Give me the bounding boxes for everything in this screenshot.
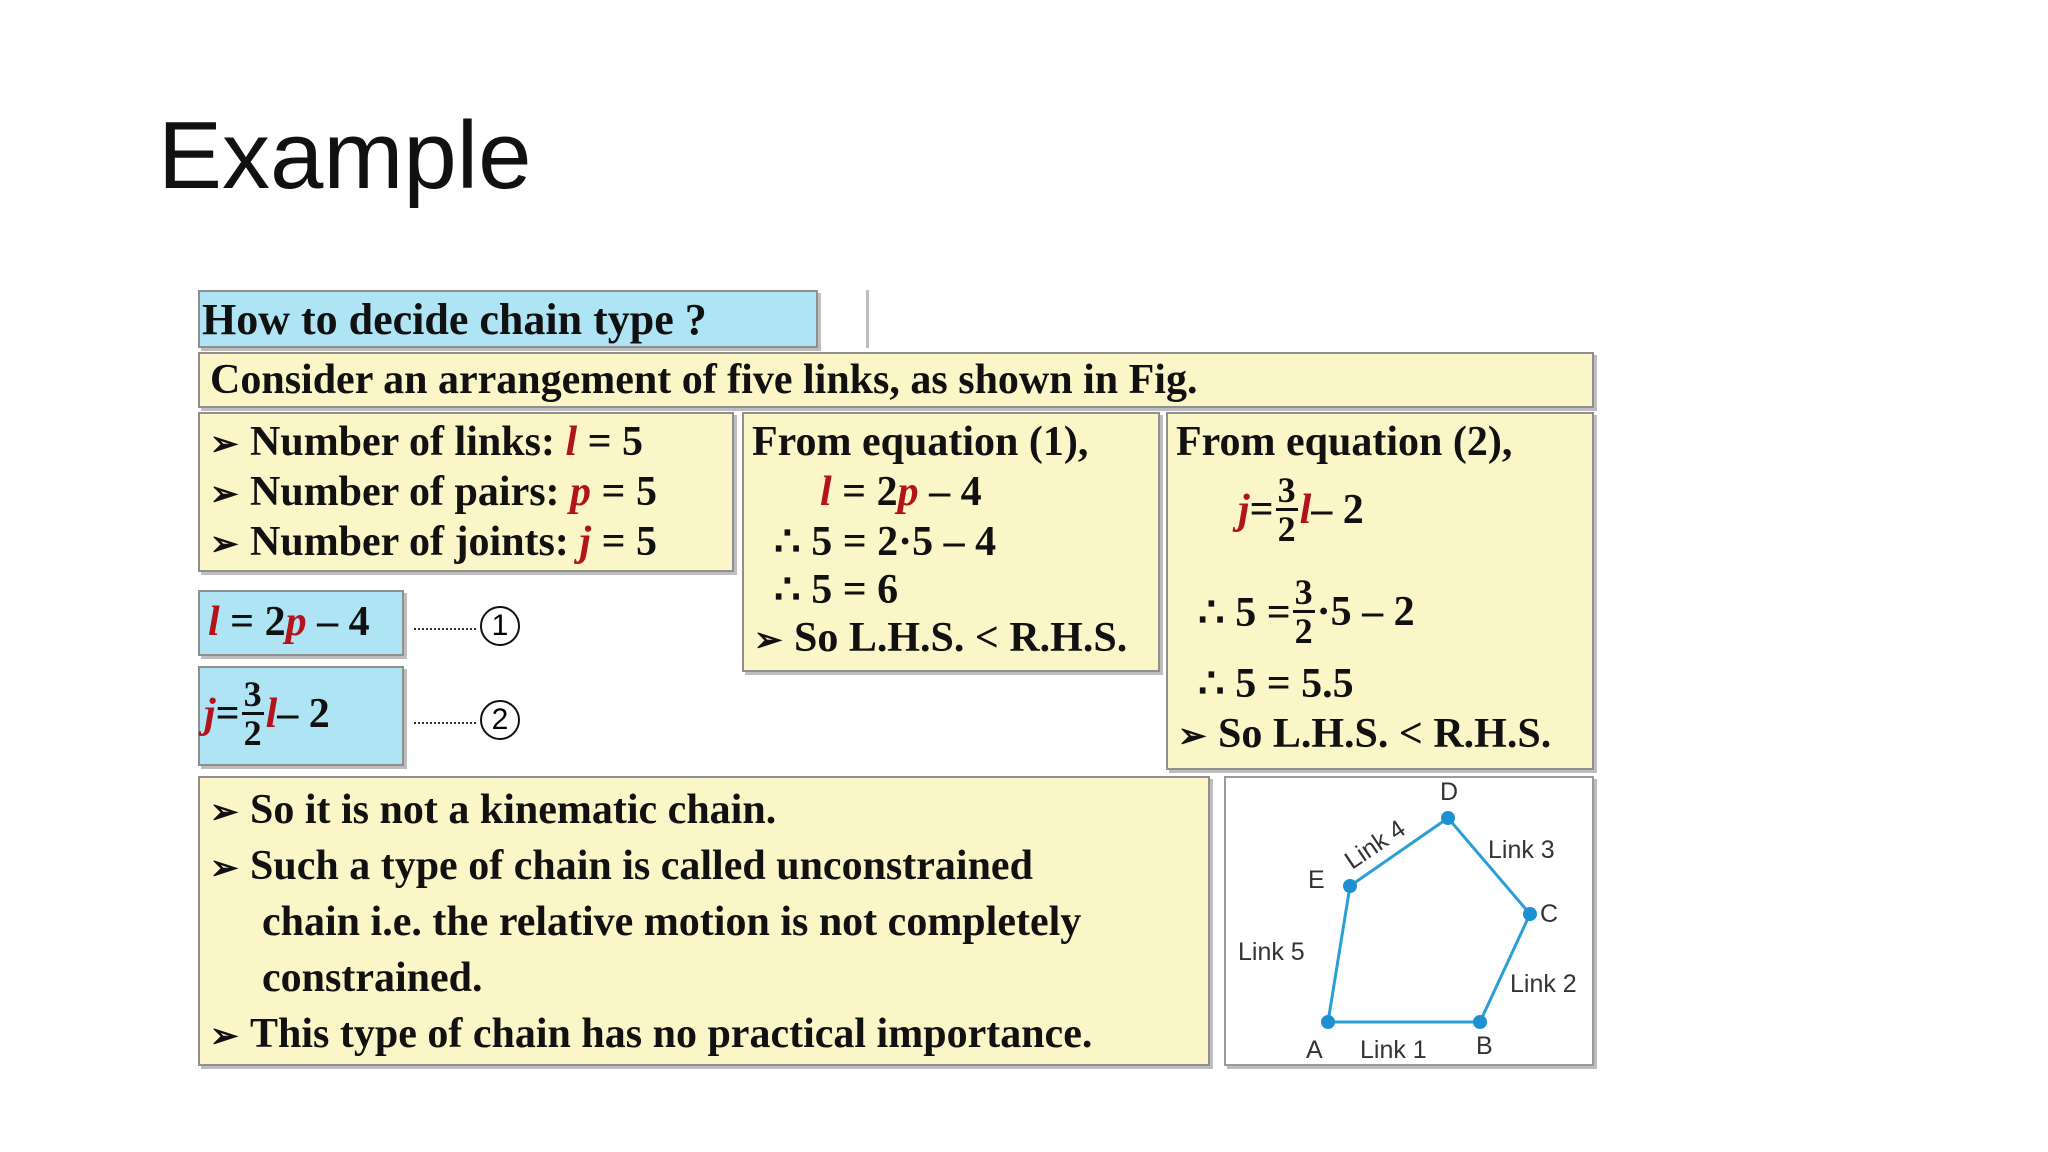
joint-e: [1343, 879, 1357, 893]
joint-label-e: E: [1308, 866, 1325, 894]
heading-box: [198, 290, 818, 348]
joint-d: [1441, 811, 1455, 825]
link-label-1: Link 1: [1360, 1036, 1427, 1064]
fraction: $\frac{3}{2}$: [1294, 572, 1313, 651]
check-1-step-1: ∴ 5 = 2·5 – 4: [774, 519, 997, 565]
check-1-step-2: ∴ 5 = 6: [774, 567, 899, 613]
arrow-bullet: ➢: [210, 526, 239, 563]
joint-b: [1473, 1015, 1487, 1029]
conclusion-box: [198, 776, 1210, 1066]
arrow-bullet: ➢: [210, 1018, 239, 1055]
arrow-bullet: ➢: [1178, 718, 1207, 755]
equation-2: j = $\frac{3}{2}$ l – 2: [204, 674, 330, 753]
joint-label-d: D: [1440, 778, 1459, 806]
check-2-heading: From equation (2),: [1176, 419, 1513, 465]
check-1-box: [742, 412, 1160, 672]
check-2-box: [1166, 412, 1594, 770]
joint-label-a: A: [1306, 1036, 1323, 1064]
link-label-3: Link 3: [1488, 836, 1555, 864]
joint-a: [1321, 1015, 1335, 1029]
intro-text: Consider an arrangement of five links, as shown in Fig.: [210, 357, 1198, 403]
arrow-bullet: ➢: [210, 794, 239, 831]
heading-text: How to decide chain type ?: [202, 295, 707, 344]
check-1-heading: From equation (1),: [752, 419, 1089, 465]
equation-1-leader: [414, 628, 476, 630]
conclusion-line-2: ➢ Such a type of chain is called unconstrained: [210, 843, 1033, 889]
conclusion-line-5: ➢ This type of chain has no practical importance.: [210, 1011, 1093, 1057]
joint-label-b: B: [1476, 1032, 1493, 1060]
link-label-4: Link 4: [1339, 814, 1411, 875]
joint-c: [1523, 907, 1537, 921]
arrow-bullet: ➢: [210, 476, 239, 513]
link-label-5: Link 5: [1238, 938, 1305, 966]
arrow-bullet: ➢: [210, 426, 239, 463]
equation-1-marker: 1: [480, 606, 520, 646]
check-2-result: ➢ So L.H.S. < R.H.S.: [1178, 711, 1552, 757]
counts-box: [198, 412, 734, 572]
conclusion-line-1: ➢ So it is not a kinematic chain.: [210, 787, 777, 833]
count-pairs: ➢ Number of pairs: p = 5: [210, 469, 657, 515]
check-2-step-1: ∴ 5 = $\frac{3}{2}$ ·5 – 2: [1198, 572, 1415, 651]
count-links: ➢ Number of links: l = 5: [210, 419, 644, 465]
intro-box: [198, 352, 1594, 408]
fraction: $\frac{3}{2}$: [1277, 470, 1296, 549]
heading-divider: [866, 290, 869, 348]
five-link-diagram: [1226, 778, 1592, 1064]
joint-label-c: C: [1540, 900, 1559, 928]
fraction: $\frac{3}{2}$: [243, 674, 262, 753]
count-joints: ➢ Number of joints: j = 5: [210, 519, 657, 565]
five-link-figure: [1224, 776, 1594, 1066]
check-1-result: ➢ So L.H.S. < R.H.S.: [754, 615, 1128, 661]
link-label-2: Link 2: [1510, 970, 1577, 998]
equation-1-box: [198, 590, 404, 656]
check-1-formula: l = 2p – 4: [820, 469, 982, 515]
arrow-bullet: ➢: [210, 850, 239, 887]
arrow-bullet: ➢: [754, 622, 783, 659]
conclusion-line-3: chain i.e. the relative motion is not completely: [262, 899, 1082, 945]
equation-2-leader: [414, 722, 476, 724]
conclusion-line-4: constrained.: [262, 955, 483, 1001]
equation-1: l = 2p – 4: [208, 599, 370, 645]
slide-title: Example: [158, 102, 532, 209]
check-2-formula: j = $\frac{3}{2}$ l – 2: [1238, 470, 1364, 549]
equation-2-marker: 2: [480, 700, 520, 740]
equation-2-box: [198, 666, 404, 766]
check-2-step-2: ∴ 5 = 5.5: [1198, 661, 1354, 707]
